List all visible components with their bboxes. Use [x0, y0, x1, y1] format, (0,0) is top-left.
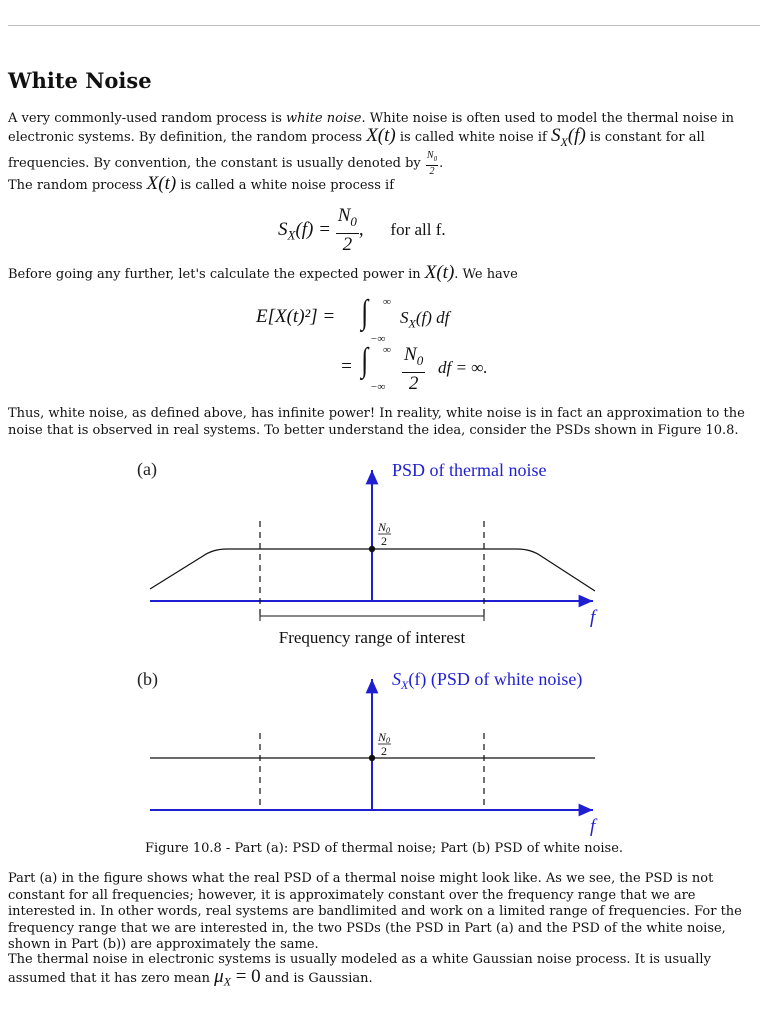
eq1-lhs-arg: (f) =: [295, 218, 331, 240]
range-label: Frequency range of interest: [278, 628, 466, 647]
part-a-two: 2: [381, 534, 387, 548]
part-b-title: [392, 669, 582, 692]
part-a-n0-point: [369, 546, 375, 552]
line2-text-1: The random process: [8, 178, 147, 193]
white-noise-definition-line: [8, 173, 760, 195]
eq2-equals: =: [340, 356, 353, 377]
eq2-lhs: E[X(t)²] =: [256, 306, 336, 327]
eq2-fraction: [402, 344, 425, 395]
line2-x-of-t: X(t): [146, 173, 177, 194]
equation-psd-white-noise: [278, 205, 446, 256]
eq2-integrand-1: [400, 308, 449, 331]
part-a-n0-sub: 0: [386, 526, 391, 535]
part-b-title-s: S: [392, 669, 401, 689]
eq1-fraction: [336, 205, 359, 256]
intro-text-3: is called white noise if: [395, 129, 551, 145]
part-b-n0: [377, 730, 390, 745]
final-mu-tail: = 0: [230, 965, 261, 987]
final-mu: μ: [214, 965, 224, 987]
intro-text-1: A very commonly-used random process is: [8, 111, 287, 126]
part-b-n0-point: [369, 755, 375, 761]
eq2-s-tail: (f) df: [415, 308, 450, 327]
line2-text-2: is called a white noise process if: [176, 178, 395, 193]
eq2-upper-2: ∞: [383, 344, 391, 356]
gaussian-noise-paragraph: [8, 952, 760, 990]
intro-text-2: . White noise is often used to model the thermal noise in electronic systems. By definition, the random process: [8, 111, 735, 145]
eq2-s-sub: X: [408, 316, 416, 331]
equation-expected-power-line1: [256, 294, 556, 346]
intro-emphasis: white noise: [286, 111, 362, 126]
eq2-integral-2: ∫: [361, 342, 369, 379]
part-b-label: (b): [137, 669, 158, 689]
expected-power-line: [8, 262, 760, 284]
equation-expected-power-line2: [256, 344, 556, 394]
intro-x-of-t: X(t): [366, 124, 396, 146]
eq1-num: N: [337, 205, 351, 226]
eq2-num: N: [404, 344, 417, 365]
intro-s-symbol: S: [551, 124, 561, 146]
line3-x-of-t: X(t): [424, 262, 455, 283]
eq2-integrand-2-tail: df = ∞.: [438, 358, 488, 377]
top-divider: [8, 25, 760, 26]
eq1-lhs-s: S: [278, 218, 288, 240]
intro-text-4: is constant for all frequencies. By convention, the constant is usually denoted by: [8, 129, 705, 171]
eq2-num-sub: 0: [416, 352, 424, 368]
intro-n0-sub: 0: [433, 154, 438, 163]
eq2-lower-2: −∞: [370, 381, 386, 393]
part-b-title-tail: (f) (PSD of white noise): [408, 669, 583, 689]
line3-text-2: . We have: [454, 267, 518, 282]
intro-s-arg: (f): [567, 124, 586, 146]
part-b-n0-n: N: [378, 730, 387, 744]
eq2-den: 2: [408, 372, 419, 394]
eq2-integral-1: ∫: [361, 294, 369, 331]
eq1-num-sub: 0: [350, 213, 357, 229]
eq1-den: 2: [342, 233, 353, 255]
part-b-f-label: f: [590, 816, 596, 837]
intro-two: 2: [429, 165, 435, 177]
eq2-s: S: [400, 308, 409, 327]
eq1-comma: ,: [358, 218, 364, 240]
part-a-n0: [377, 520, 390, 535]
final-mu-sub: X: [223, 974, 231, 989]
part-a-title: PSD of thermal noise: [392, 460, 547, 480]
final-text-1: The thermal noise in electronic systems is usually modeled as a white Gaussian noise process. It is usually assumed that it has zero mean: [8, 952, 711, 986]
infinite-power-paragraph: Thus, white noise, as defined above, has infinite power! In reality, white noise is in fact an approximation to the noise that is observed in real systems. To better understand the idea, consider the PSDs shown in Figure 10.8.: [8, 406, 745, 438]
intro-s-sub: X: [560, 134, 568, 149]
part-a-label: (a): [137, 459, 157, 479]
figure-caption: Figure 10.8 - Part (a): PSD of thermal noise; Part (b) PSD of white noise.: [144, 841, 624, 856]
eq2-upper-1: ∞: [383, 296, 391, 308]
intro-s-x-f: [551, 124, 586, 149]
eq1-lhs-sub: X: [287, 227, 296, 243]
intro-paragraph: [8, 111, 760, 177]
eq2-lower-1: −∞: [370, 333, 386, 345]
figure-psd-comparison: [135, 453, 640, 838]
part-b-title-sub: X: [401, 678, 409, 692]
part-a-explanation-paragraph: Part (a) in the figure shows what the real PSD of a thermal noise might look like. As we see, the PSD is not constant for all frequencies; however, it is approximately constant over the frequency range that we are interested in. In other words, real systems are bandlimited and work on a limited range of frequencies. For the frequency range that we are interested in, the two PSDs (the PSD in Part (a) and the PSD of the white noise, shown in Part (b)) are approximately the same.: [8, 871, 742, 952]
final-text-2: and is Gaussian.: [260, 970, 373, 986]
part-b-n0-sub: 0: [386, 736, 391, 745]
part-b-two: 2: [381, 744, 387, 758]
intro-n0: N: [426, 149, 434, 161]
part-a-f-label: f: [590, 607, 596, 628]
line3-text-1: Before going any further, let's calculate the expected power in: [8, 267, 425, 282]
part-a-n0-n: N: [378, 520, 387, 534]
page-title: White Noise: [8, 68, 152, 93]
intro-n0-over-2: [426, 150, 438, 177]
intro-text-5: .: [439, 155, 444, 171]
eq1-condition: for all f.: [390, 219, 446, 239]
